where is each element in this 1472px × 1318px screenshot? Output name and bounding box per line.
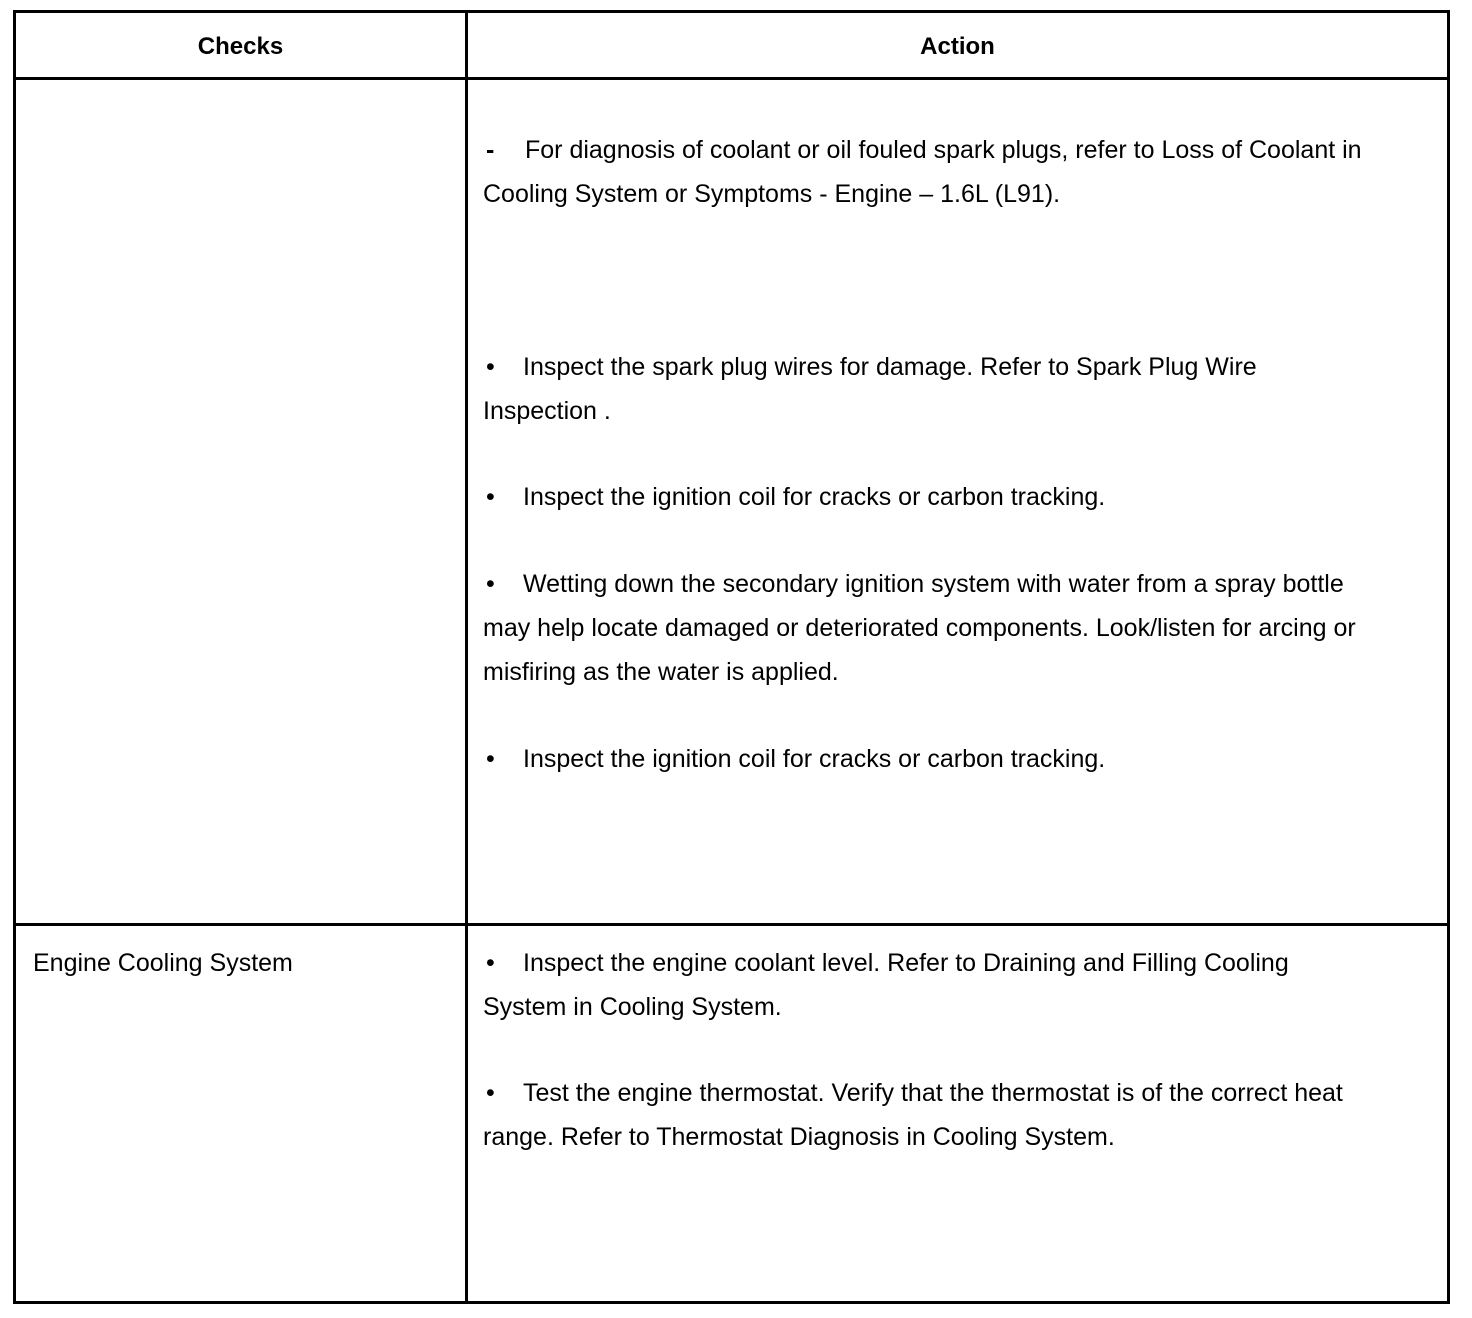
bullet-marker: • (486, 483, 495, 511)
action-text: Inspect the ignition coil for cracks or carbon tracking. (523, 745, 1106, 773)
action-item (483, 562, 1363, 694)
action-item (483, 1071, 1363, 1159)
checks-column-header: Checks (197, 33, 284, 60)
bullet-marker: • (486, 1079, 495, 1107)
header-divider (16, 77, 1447, 80)
action-text: Wetting down the secondary ignition system with water from a spray bottle may help locate damaged or deteriorated components. Look/listen for arcing or misfiring as the water is applied. (483, 570, 1356, 686)
bullet-marker: • (486, 353, 495, 381)
action-text: For diagnosis of coolant or oil fouled spark plugs, refer to Loss of Coolant in Cooling System or Symptoms - Engine – 1.6L (L91). (483, 136, 1362, 208)
bullet-marker: • (486, 949, 495, 977)
action-text: Inspect the ignition coil for cracks or carbon tracking. (523, 483, 1106, 511)
bullet-marker: • (486, 745, 495, 773)
check-label: Engine Cooling System (33, 949, 293, 977)
action-text: Inspect the spark plug wires for damage. Refer to Spark Plug Wire Inspection . (483, 353, 1257, 425)
dash-marker: - (486, 136, 495, 164)
column-divider (465, 13, 468, 1301)
action-item (483, 737, 1363, 781)
row-divider (16, 923, 1447, 926)
action-item (483, 345, 1363, 433)
action-column-header: Action (920, 33, 995, 60)
action-item (483, 941, 1363, 1029)
diagnostic-table (13, 10, 1450, 1304)
action-item (483, 475, 1363, 519)
action-item (483, 128, 1363, 216)
action-text: Test the engine thermostat. Verify that the thermostat is of the correct heat range. Refer to Thermostat Diagnosis in Cooling System. (483, 1079, 1343, 1151)
action-text: Inspect the engine coolant level. Refer to Draining and Filling Cooling System in Cooling System. (483, 949, 1289, 1021)
bullet-marker: • (486, 570, 495, 598)
